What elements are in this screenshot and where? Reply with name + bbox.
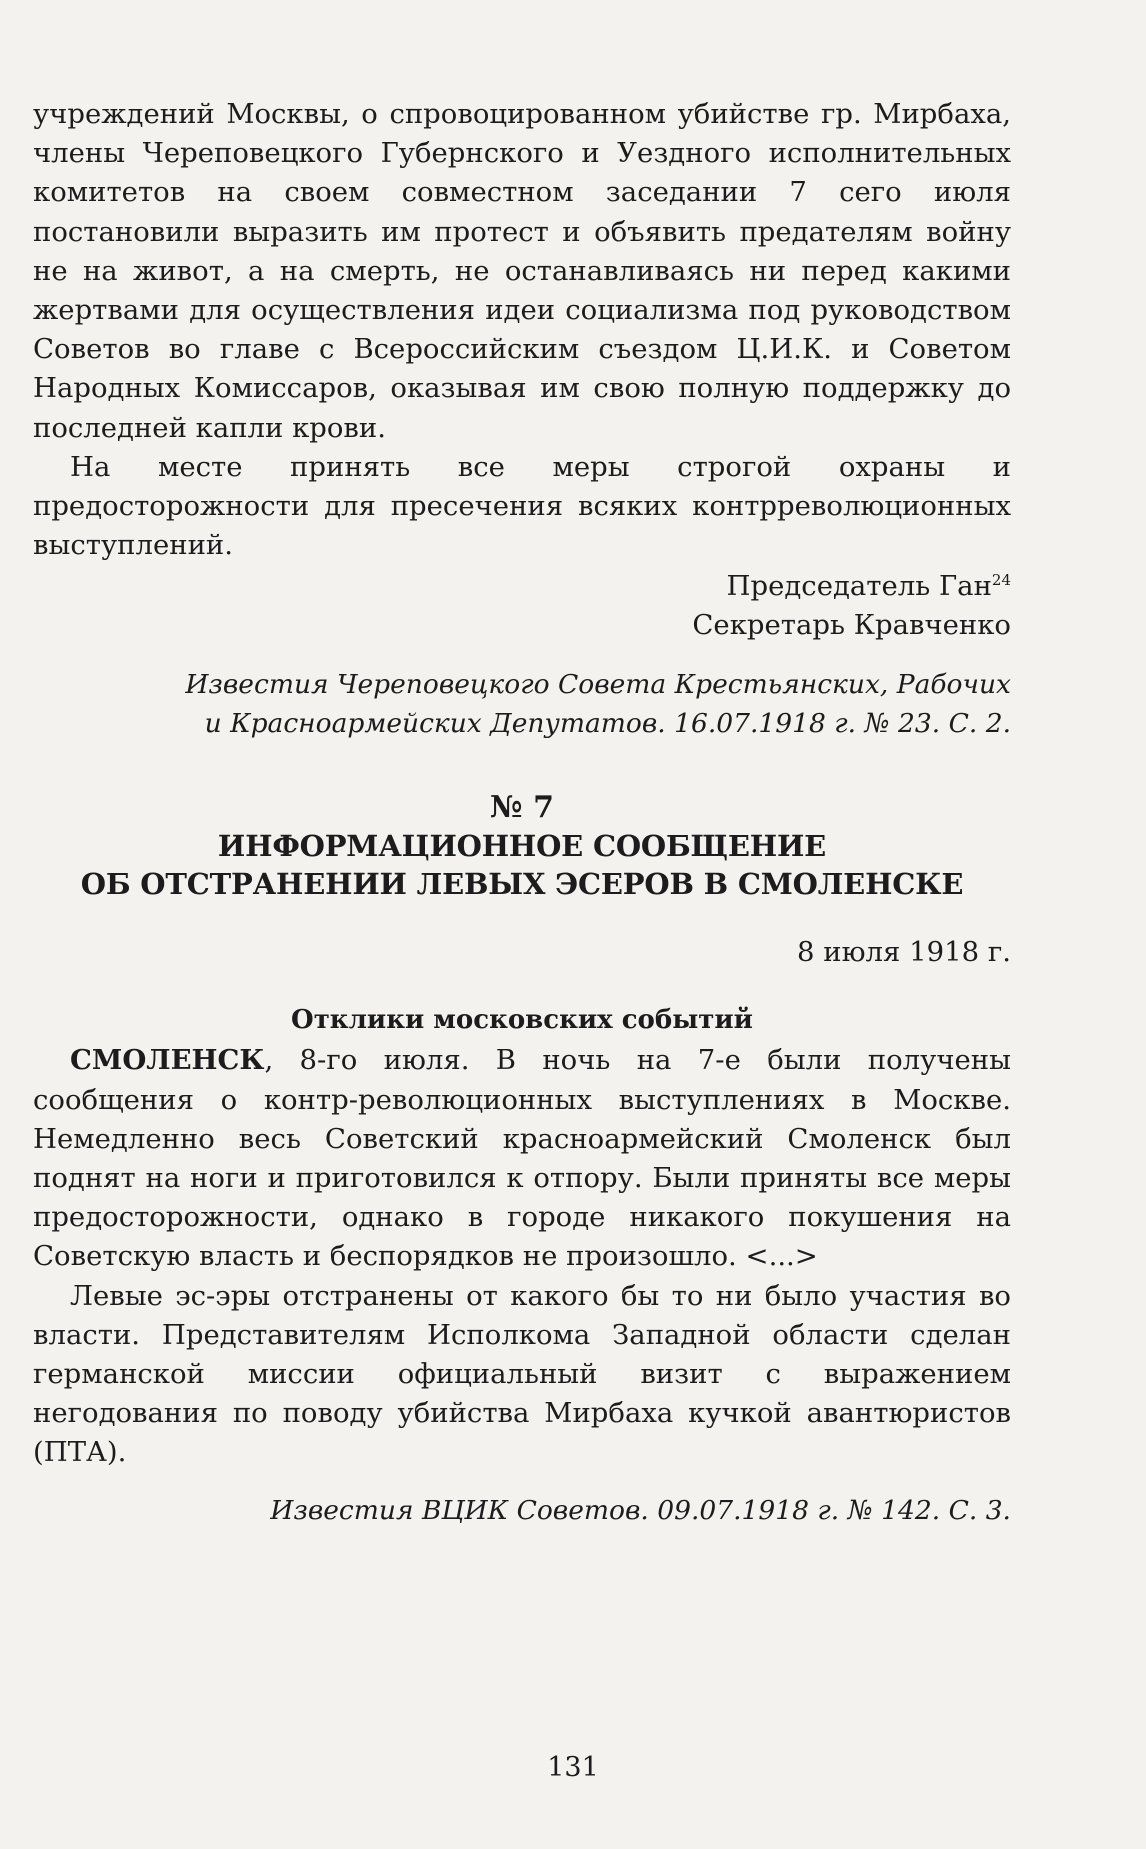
subheading: Отклики московских событий	[291, 1005, 753, 1036]
chairman-signature	[33, 567, 1011, 606]
page-number: 131	[547, 1752, 599, 1783]
source-citation-1-line-2: и Красноармейских Депутатов. 16.07.1918 г. № 23. С. 2.	[204, 708, 1011, 740]
footnote-marker: 24	[991, 571, 1011, 590]
document-number: № 7	[490, 790, 554, 826]
source-citation-1-line-1: Известия Череповецкого Совета Крестьянских, Рабочих	[185, 669, 1011, 701]
document-title-line-1: ИНФОРМАЦИОННОЕ СООБЩЕНИЕ	[217, 829, 827, 864]
chairman-name: Председатель Ган	[726, 570, 992, 603]
smolensk-paragraph	[33, 1041, 1011, 1276]
smolensk-lead: СМОЛЕНСК	[70, 1044, 265, 1077]
measures-paragraph: На месте принять все меры строгой охраны и предосторожности для пресечения всяких контрреволюционных выступлений.	[33, 450, 1011, 562]
document-date: 8 июля 1918 г.	[797, 936, 1011, 969]
top-paragraph: учреждений Москвы, о спровоцированном убийстве гр. Мирбаха, члены Череповецкого Губернского и Уездного исполнительных комитетов на своем совместном заседании 7 сего июля постановили выразить им протест и объявить предателям войну не на живот, а на смерть, не останавливаясь ни перед какими жертвами для осуществления идеи социализма под руководством Советов во главе с Всероссийским съездом Ц.И.К. и Советом Народных Комиссаров, оказывая им свою полную поддержку до последней капли крови.	[33, 98, 1011, 444]
source-citation-2: Известия ВЦИК Советов. 09.07.1918 г. № 142. С. 3.	[270, 1494, 1011, 1526]
smolensk-text: , 8-го июля. В ночь на 7-е были получены сообщения о контр-революционных выступлениях в Москве. Немедленно весь Советский красноармейский Смоленск был поднят на ноги и приготовился к отпору. Были приняты все меры предосторожности, однако в городе никакого покушения на Советскую власть и беспорядков не произошло. <...>	[33, 1044, 1011, 1273]
secretary-signature: Секретарь Кравченко	[692, 609, 1011, 642]
document-title-line-2: ОБ ОТСТРАНЕНИИ ЛЕВЫХ ЭСЕРОВ В СМОЛЕНСКЕ	[80, 867, 964, 902]
left-sr-paragraph: Левые эс-эры отстранены от какого бы то ни было участия во власти. Представителям Исполкома Западной области сделан германской миссии официальный визит с выражением негодования по поводу убийства Мирбаха кучкой авантюристов (ПТА).	[33, 1279, 1011, 1469]
page-content	[33, 95, 1011, 1530]
